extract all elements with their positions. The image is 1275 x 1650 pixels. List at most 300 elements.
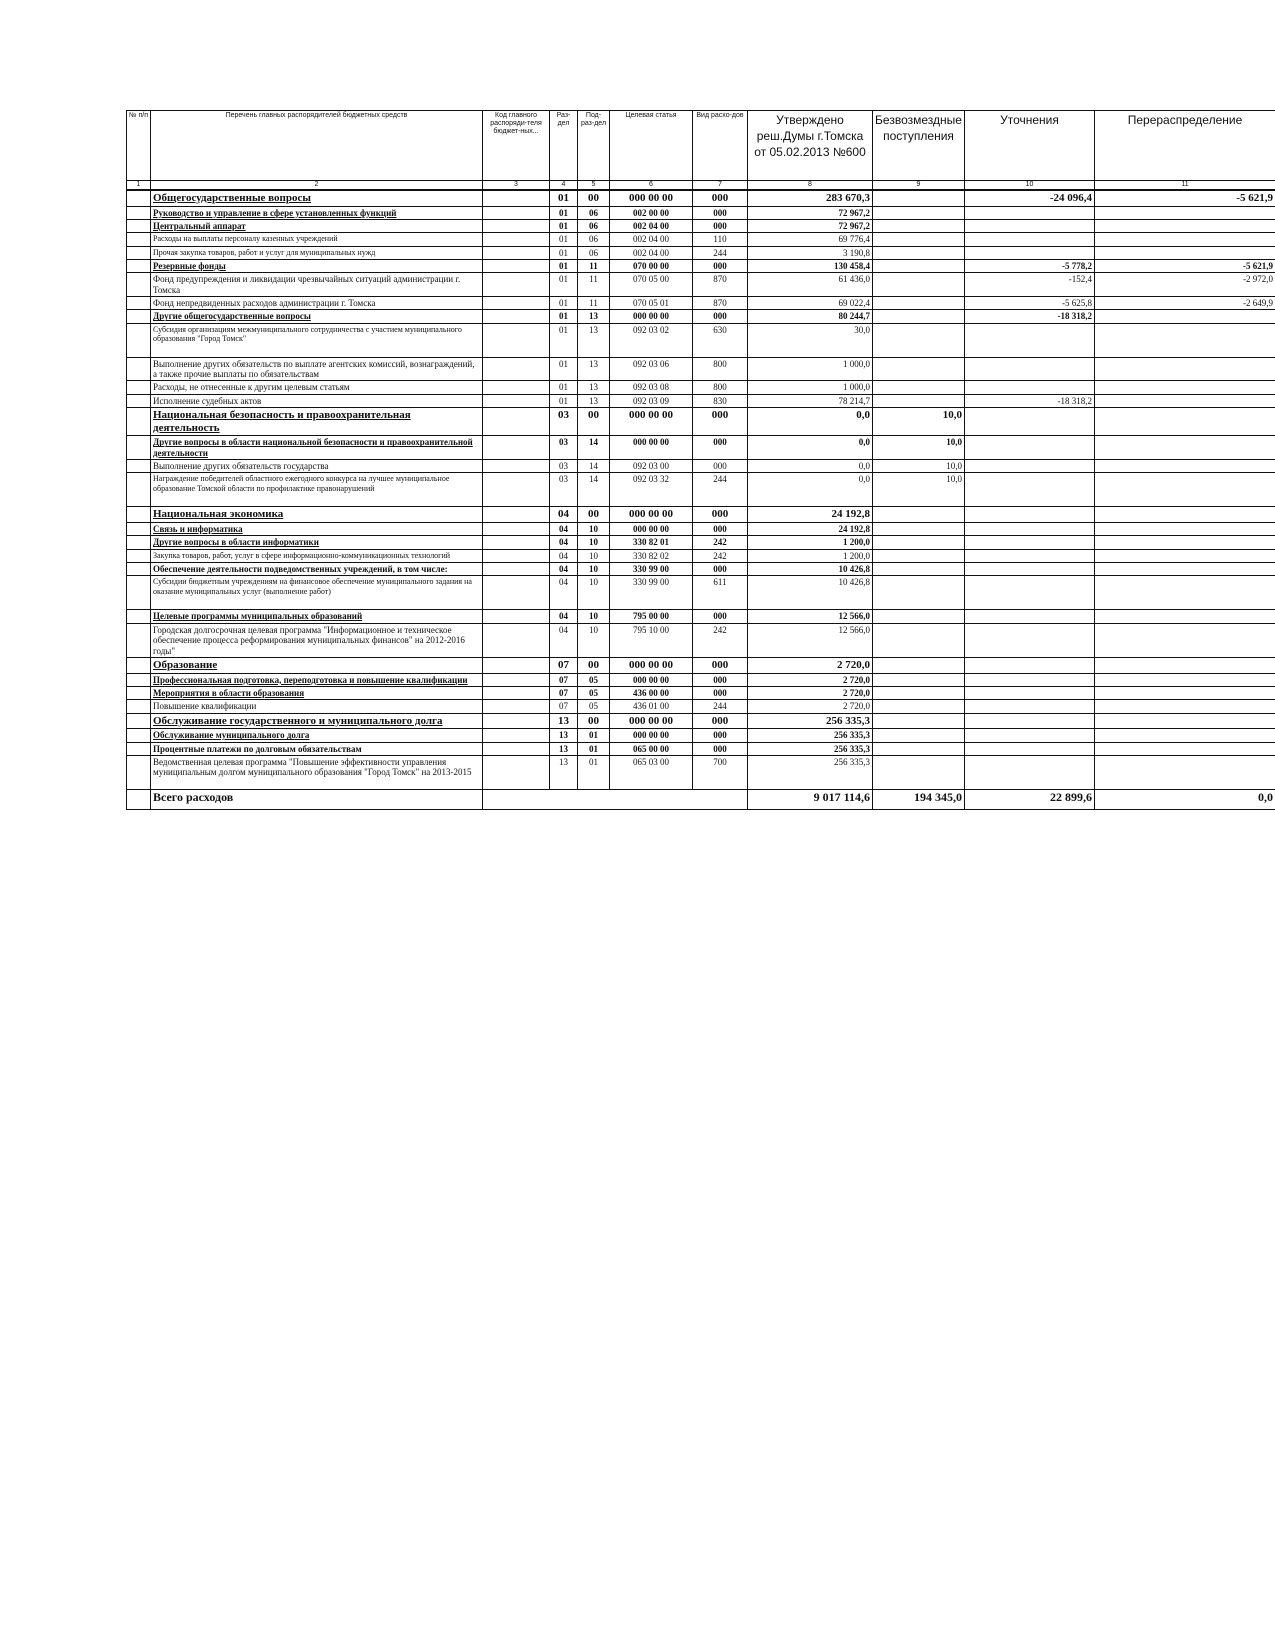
row-code bbox=[483, 246, 550, 259]
row-target: 065 03 00 bbox=[610, 755, 693, 789]
header-row bbox=[127, 111, 1275, 181]
column-number: 8 bbox=[748, 181, 873, 191]
row-target: 092 03 00 bbox=[610, 460, 693, 473]
row-type: 830 bbox=[693, 394, 748, 407]
row-razdel: 04 bbox=[550, 623, 578, 657]
row-name: Ведомственная целевая программа "Повышение эффективности управления муниципальным долгом муниципального образования "Город Томск" на 2013-2015 bbox=[151, 755, 483, 789]
row-code bbox=[483, 742, 550, 755]
row-type: 000 bbox=[693, 563, 748, 576]
row-code bbox=[483, 623, 550, 657]
row-approved: 0,0 bbox=[748, 473, 873, 507]
row-target: 002 00 00 bbox=[610, 206, 693, 219]
row-name: Выполнение других обязательств государства bbox=[151, 460, 483, 473]
row-clarify bbox=[965, 357, 1095, 381]
row-type: 000 bbox=[693, 673, 748, 686]
row-approved: 12 566,0 bbox=[748, 623, 873, 657]
row-redistrib bbox=[1095, 233, 1275, 246]
row-approved: 256 335,3 bbox=[748, 713, 873, 729]
row-name: Обслуживание муниципального долга bbox=[151, 729, 483, 742]
row-code bbox=[483, 713, 550, 729]
row-number bbox=[127, 460, 151, 473]
row-type: 000 bbox=[693, 190, 748, 206]
column-number-row bbox=[127, 181, 1275, 191]
row-number bbox=[127, 576, 151, 610]
row-target: 070 05 00 bbox=[610, 273, 693, 297]
row-number bbox=[127, 436, 151, 460]
row-podrazdel: 11 bbox=[578, 260, 610, 273]
row-razdel: 01 bbox=[550, 190, 578, 206]
row-approved: 1 000,0 bbox=[748, 381, 873, 394]
row-podrazdel: 06 bbox=[578, 220, 610, 233]
table-row bbox=[127, 623, 1275, 657]
row-gratis bbox=[873, 549, 965, 562]
row-code bbox=[483, 190, 550, 206]
row-razdel: 01 bbox=[550, 220, 578, 233]
total-row bbox=[127, 789, 1275, 809]
row-razdel: 13 bbox=[550, 729, 578, 742]
row-name: Прочая закупка товаров, работ и услуг для муниципальных нужд bbox=[151, 246, 483, 259]
column-number: 9 bbox=[873, 181, 965, 191]
row-razdel: 01 bbox=[550, 297, 578, 310]
table-row bbox=[127, 220, 1275, 233]
row-name: Другие вопросы в области национальной безопасности и правоохранительной деятельности bbox=[151, 436, 483, 460]
row-clarify bbox=[965, 742, 1095, 755]
row-approved: 2 720,0 bbox=[748, 700, 873, 713]
table-row bbox=[127, 190, 1275, 206]
row-number bbox=[127, 206, 151, 219]
row-gratis: 10,0 bbox=[873, 473, 965, 507]
row-podrazdel: 14 bbox=[578, 473, 610, 507]
row-redistrib bbox=[1095, 323, 1275, 357]
row-redistrib bbox=[1095, 673, 1275, 686]
row-redistrib bbox=[1095, 563, 1275, 576]
row-redistrib bbox=[1095, 408, 1275, 436]
row-podrazdel: 01 bbox=[578, 742, 610, 755]
row-type: 110 bbox=[693, 233, 748, 246]
row-code bbox=[483, 273, 550, 297]
row-number bbox=[127, 686, 151, 699]
row-type: 000 bbox=[693, 657, 748, 673]
row-clarify bbox=[965, 673, 1095, 686]
table-row bbox=[127, 673, 1275, 686]
row-number bbox=[127, 742, 151, 755]
row-clarify bbox=[965, 408, 1095, 436]
row-gratis: 10,0 bbox=[873, 436, 965, 460]
row-clarify bbox=[965, 206, 1095, 219]
row-clarify bbox=[965, 220, 1095, 233]
row-target: 092 03 09 bbox=[610, 394, 693, 407]
row-code bbox=[483, 436, 550, 460]
column-number: 5 bbox=[578, 181, 610, 191]
row-approved: 1 200,0 bbox=[748, 536, 873, 549]
row-type: 611 bbox=[693, 576, 748, 610]
row-gratis bbox=[873, 220, 965, 233]
column-number: 6 bbox=[610, 181, 693, 191]
row-type: 242 bbox=[693, 549, 748, 562]
row-approved: 0,0 bbox=[748, 460, 873, 473]
row-type: 000 bbox=[693, 507, 748, 523]
row-redistrib bbox=[1095, 220, 1275, 233]
row-gratis: 10,0 bbox=[873, 460, 965, 473]
table-row bbox=[127, 460, 1275, 473]
row-redistrib bbox=[1095, 576, 1275, 610]
row-razdel: 07 bbox=[550, 686, 578, 699]
row-razdel: 04 bbox=[550, 563, 578, 576]
row-name: Процентные платежи по долговым обязательствам bbox=[151, 742, 483, 755]
row-gratis bbox=[873, 755, 965, 789]
row-redistrib bbox=[1095, 713, 1275, 729]
row-code bbox=[483, 381, 550, 394]
column-number: 3 bbox=[483, 181, 550, 191]
table-row bbox=[127, 246, 1275, 259]
table-row bbox=[127, 549, 1275, 562]
row-clarify bbox=[965, 563, 1095, 576]
row-gratis bbox=[873, 260, 965, 273]
column-number: 11 bbox=[1095, 181, 1275, 191]
row-number bbox=[127, 357, 151, 381]
table-row bbox=[127, 686, 1275, 699]
row-gratis bbox=[873, 246, 965, 259]
row-number bbox=[127, 729, 151, 742]
row-code bbox=[483, 673, 550, 686]
row-podrazdel: 10 bbox=[578, 563, 610, 576]
row-type: 000 bbox=[693, 460, 748, 473]
row-podrazdel: 14 bbox=[578, 460, 610, 473]
row-redistrib bbox=[1095, 394, 1275, 407]
row-code bbox=[483, 323, 550, 357]
row-podrazdel: 13 bbox=[578, 310, 610, 323]
row-redistrib: -2 972,0 bbox=[1095, 273, 1275, 297]
row-redistrib bbox=[1095, 523, 1275, 536]
row-number bbox=[127, 394, 151, 407]
row-code bbox=[483, 549, 550, 562]
header-name: Перечень главных распорядителей бюджетных средств bbox=[151, 111, 483, 181]
row-redistrib bbox=[1095, 742, 1275, 755]
row-razdel: 04 bbox=[550, 536, 578, 549]
row-podrazdel: 14 bbox=[578, 436, 610, 460]
row-podrazdel: 00 bbox=[578, 190, 610, 206]
row-podrazdel: 13 bbox=[578, 394, 610, 407]
row-approved: 69 022,4 bbox=[748, 297, 873, 310]
row-approved: 30,0 bbox=[748, 323, 873, 357]
row-number bbox=[127, 700, 151, 713]
row-razdel: 01 bbox=[550, 381, 578, 394]
row-razdel: 07 bbox=[550, 700, 578, 713]
row-razdel: 13 bbox=[550, 713, 578, 729]
row-clarify bbox=[965, 246, 1095, 259]
row-number bbox=[127, 713, 151, 729]
row-podrazdel: 13 bbox=[578, 357, 610, 381]
table-row bbox=[127, 563, 1275, 576]
row-approved: 24 192,8 bbox=[748, 523, 873, 536]
table-row bbox=[127, 576, 1275, 610]
row-target: 000 00 00 bbox=[610, 657, 693, 673]
row-redistrib bbox=[1095, 657, 1275, 673]
row-podrazdel: 11 bbox=[578, 273, 610, 297]
row-code bbox=[483, 700, 550, 713]
row-type: 000 bbox=[693, 686, 748, 699]
row-code bbox=[483, 576, 550, 610]
row-target: 065 00 00 bbox=[610, 742, 693, 755]
row-target: 436 01 00 bbox=[610, 700, 693, 713]
row-podrazdel: 01 bbox=[578, 729, 610, 742]
row-number bbox=[127, 563, 151, 576]
header-podrazdel: Под-раз-дел bbox=[578, 111, 610, 181]
row-target: 000 00 00 bbox=[610, 713, 693, 729]
row-code bbox=[483, 523, 550, 536]
row-name: Обеспечение деятельности подведомственных учреждений, в том числе: bbox=[151, 563, 483, 576]
header-clarify: Уточнения bbox=[965, 111, 1095, 181]
table-row bbox=[127, 323, 1275, 357]
budget-table bbox=[126, 110, 1275, 810]
row-approved: 3 190,8 bbox=[748, 246, 873, 259]
row-redistrib bbox=[1095, 381, 1275, 394]
row-podrazdel: 10 bbox=[578, 610, 610, 623]
total-gratis: 194 345,0 bbox=[873, 789, 965, 809]
total-redistrib: 0,0 bbox=[1095, 789, 1275, 809]
row-name: Городская долгосрочная целевая программа "Информационное и техническое обеспечение процесса реформирования муниципальных финансов" на 2012-2016 годы" bbox=[151, 623, 483, 657]
row-code bbox=[483, 610, 550, 623]
row-gratis bbox=[873, 357, 965, 381]
row-redistrib bbox=[1095, 357, 1275, 381]
row-type: 244 bbox=[693, 246, 748, 259]
row-approved: 2 720,0 bbox=[748, 673, 873, 686]
row-number bbox=[127, 473, 151, 507]
row-name: Общегосударственные вопросы bbox=[151, 190, 483, 206]
row-redistrib: -5 621,9 bbox=[1095, 190, 1275, 206]
row-type: 000 bbox=[693, 742, 748, 755]
row-name: Мероприятия в области образования bbox=[151, 686, 483, 699]
header-code: Код главного распоряди-теля бюджет-ных... bbox=[483, 111, 550, 181]
row-gratis bbox=[873, 742, 965, 755]
row-target: 002 04 00 bbox=[610, 220, 693, 233]
row-target: 000 00 00 bbox=[610, 436, 693, 460]
row-podrazdel: 05 bbox=[578, 686, 610, 699]
header-target: Целевая статья bbox=[610, 111, 693, 181]
row-razdel: 01 bbox=[550, 273, 578, 297]
column-number: 2 bbox=[151, 181, 483, 191]
table-row bbox=[127, 700, 1275, 713]
row-number bbox=[127, 549, 151, 562]
row-number bbox=[127, 190, 151, 206]
row-approved: 69 776,4 bbox=[748, 233, 873, 246]
row-name: Связь и информатика bbox=[151, 523, 483, 536]
row-target: 092 03 08 bbox=[610, 381, 693, 394]
header-approved: Утверждено реш.Думы г.Томска от 05.02.2013 №600 bbox=[748, 111, 873, 181]
row-redistrib bbox=[1095, 507, 1275, 523]
row-gratis: 10,0 bbox=[873, 408, 965, 436]
table-row bbox=[127, 473, 1275, 507]
row-name: Образование bbox=[151, 657, 483, 673]
row-clarify bbox=[965, 233, 1095, 246]
row-target: 002 04 00 bbox=[610, 246, 693, 259]
row-code bbox=[483, 563, 550, 576]
row-gratis bbox=[873, 273, 965, 297]
row-gratis bbox=[873, 310, 965, 323]
row-podrazdel: 10 bbox=[578, 523, 610, 536]
row-gratis bbox=[873, 394, 965, 407]
header-n: № п/п bbox=[127, 111, 151, 181]
row-gratis bbox=[873, 610, 965, 623]
row-approved: 1 000,0 bbox=[748, 357, 873, 381]
row-podrazdel: 10 bbox=[578, 623, 610, 657]
row-approved: 61 436,0 bbox=[748, 273, 873, 297]
table-row bbox=[127, 507, 1275, 523]
row-name: Расходы, не отнесенные к другим целевым статьям bbox=[151, 381, 483, 394]
table-row bbox=[127, 523, 1275, 536]
row-gratis bbox=[873, 576, 965, 610]
row-redistrib bbox=[1095, 473, 1275, 507]
column-number: 10 bbox=[965, 181, 1095, 191]
row-redistrib bbox=[1095, 436, 1275, 460]
row-redistrib bbox=[1095, 623, 1275, 657]
row-redistrib bbox=[1095, 536, 1275, 549]
row-approved: 0,0 bbox=[748, 436, 873, 460]
row-razdel: 13 bbox=[550, 742, 578, 755]
row-redistrib bbox=[1095, 755, 1275, 789]
row-razdel: 04 bbox=[550, 523, 578, 536]
row-clarify bbox=[965, 460, 1095, 473]
row-clarify bbox=[965, 507, 1095, 523]
row-number bbox=[127, 220, 151, 233]
row-razdel: 04 bbox=[550, 549, 578, 562]
row-type: 244 bbox=[693, 473, 748, 507]
row-gratis bbox=[873, 657, 965, 673]
row-redistrib bbox=[1095, 460, 1275, 473]
row-code bbox=[483, 536, 550, 549]
row-target: 002 04 00 bbox=[610, 233, 693, 246]
row-code bbox=[483, 206, 550, 219]
row-number bbox=[127, 523, 151, 536]
row-gratis bbox=[873, 700, 965, 713]
total-approved: 9 017 114,6 bbox=[748, 789, 873, 809]
row-approved: 256 335,3 bbox=[748, 755, 873, 789]
row-razdel: 07 bbox=[550, 657, 578, 673]
row-clarify: -5 778,2 bbox=[965, 260, 1095, 273]
row-name: Повышение квалификации bbox=[151, 700, 483, 713]
row-type: 000 bbox=[693, 260, 748, 273]
row-gratis bbox=[873, 297, 965, 310]
row-razdel: 01 bbox=[550, 206, 578, 219]
row-approved: 2 720,0 bbox=[748, 686, 873, 699]
row-number bbox=[127, 246, 151, 259]
row-razdel: 03 bbox=[550, 460, 578, 473]
row-type: 630 bbox=[693, 323, 748, 357]
row-gratis bbox=[873, 190, 965, 206]
row-redistrib bbox=[1095, 686, 1275, 699]
row-redistrib bbox=[1095, 206, 1275, 219]
row-gratis bbox=[873, 563, 965, 576]
row-code bbox=[483, 297, 550, 310]
table-row bbox=[127, 297, 1275, 310]
row-clarify bbox=[965, 755, 1095, 789]
row-podrazdel: 10 bbox=[578, 536, 610, 549]
row-type: 242 bbox=[693, 536, 748, 549]
row-gratis bbox=[873, 206, 965, 219]
row-name: Обслуживание государственного и муниципального долга bbox=[151, 713, 483, 729]
row-code bbox=[483, 260, 550, 273]
row-number bbox=[127, 297, 151, 310]
row-podrazdel: 10 bbox=[578, 549, 610, 562]
row-clarify bbox=[965, 713, 1095, 729]
row-type: 000 bbox=[693, 206, 748, 219]
row-type: 800 bbox=[693, 357, 748, 381]
header-type: Вид расхо-дов bbox=[693, 111, 748, 181]
row-name: Национальная экономика bbox=[151, 507, 483, 523]
total-clarify: 22 899,6 bbox=[965, 789, 1095, 809]
row-approved: 1 200,0 bbox=[748, 549, 873, 562]
column-number: 1 bbox=[127, 181, 151, 191]
row-approved: 72 967,2 bbox=[748, 206, 873, 219]
row-target: 070 05 01 bbox=[610, 297, 693, 310]
table-row bbox=[127, 260, 1275, 273]
row-clarify bbox=[965, 523, 1095, 536]
row-type: 870 bbox=[693, 297, 748, 310]
header-redistrib: Перераспределение bbox=[1095, 111, 1275, 181]
row-podrazdel: 06 bbox=[578, 233, 610, 246]
row-name: Профессиональная подготовка, переподготовка и повышение квалификации bbox=[151, 673, 483, 686]
row-code bbox=[483, 408, 550, 436]
row-name: Другие общегосударственные вопросы bbox=[151, 310, 483, 323]
row-approved: 130 458,4 bbox=[748, 260, 873, 273]
row-target: 000 00 00 bbox=[610, 507, 693, 523]
row-number bbox=[127, 408, 151, 436]
row-redistrib: -2 649,9 bbox=[1095, 297, 1275, 310]
row-name: Исполнение судебных актов bbox=[151, 394, 483, 407]
row-approved: 283 670,3 bbox=[748, 190, 873, 206]
row-code bbox=[483, 507, 550, 523]
table-row bbox=[127, 233, 1275, 246]
column-number: 7 bbox=[693, 181, 748, 191]
row-clarify bbox=[965, 729, 1095, 742]
row-name: Целевые программы муниципальных образований bbox=[151, 610, 483, 623]
row-gratis bbox=[873, 623, 965, 657]
row-number bbox=[127, 673, 151, 686]
row-code bbox=[483, 233, 550, 246]
row-podrazdel: 00 bbox=[578, 713, 610, 729]
row-target: 330 82 02 bbox=[610, 549, 693, 562]
row-code bbox=[483, 394, 550, 407]
table-row bbox=[127, 381, 1275, 394]
row-redistrib bbox=[1095, 246, 1275, 259]
row-type: 000 bbox=[693, 729, 748, 742]
row-type: 000 bbox=[693, 310, 748, 323]
row-gratis bbox=[873, 713, 965, 729]
column-number: 4 bbox=[550, 181, 578, 191]
row-type: 000 bbox=[693, 408, 748, 436]
row-gratis bbox=[873, 536, 965, 549]
row-razdel: 07 bbox=[550, 673, 578, 686]
row-podrazdel: 01 bbox=[578, 755, 610, 789]
row-code bbox=[483, 310, 550, 323]
row-number bbox=[127, 323, 151, 357]
row-clarify: -24 096,4 bbox=[965, 190, 1095, 206]
row-redistrib bbox=[1095, 310, 1275, 323]
row-clarify bbox=[965, 549, 1095, 562]
row-number bbox=[127, 623, 151, 657]
table-row bbox=[127, 742, 1275, 755]
row-razdel: 01 bbox=[550, 357, 578, 381]
row-approved: 0,0 bbox=[748, 408, 873, 436]
table-row bbox=[127, 536, 1275, 549]
row-target: 795 10 00 bbox=[610, 623, 693, 657]
row-target: 000 00 00 bbox=[610, 729, 693, 742]
row-razdel: 03 bbox=[550, 473, 578, 507]
row-podrazdel: 05 bbox=[578, 700, 610, 713]
row-approved: 10 426,8 bbox=[748, 563, 873, 576]
row-approved: 256 335,3 bbox=[748, 729, 873, 742]
row-target: 436 00 00 bbox=[610, 686, 693, 699]
